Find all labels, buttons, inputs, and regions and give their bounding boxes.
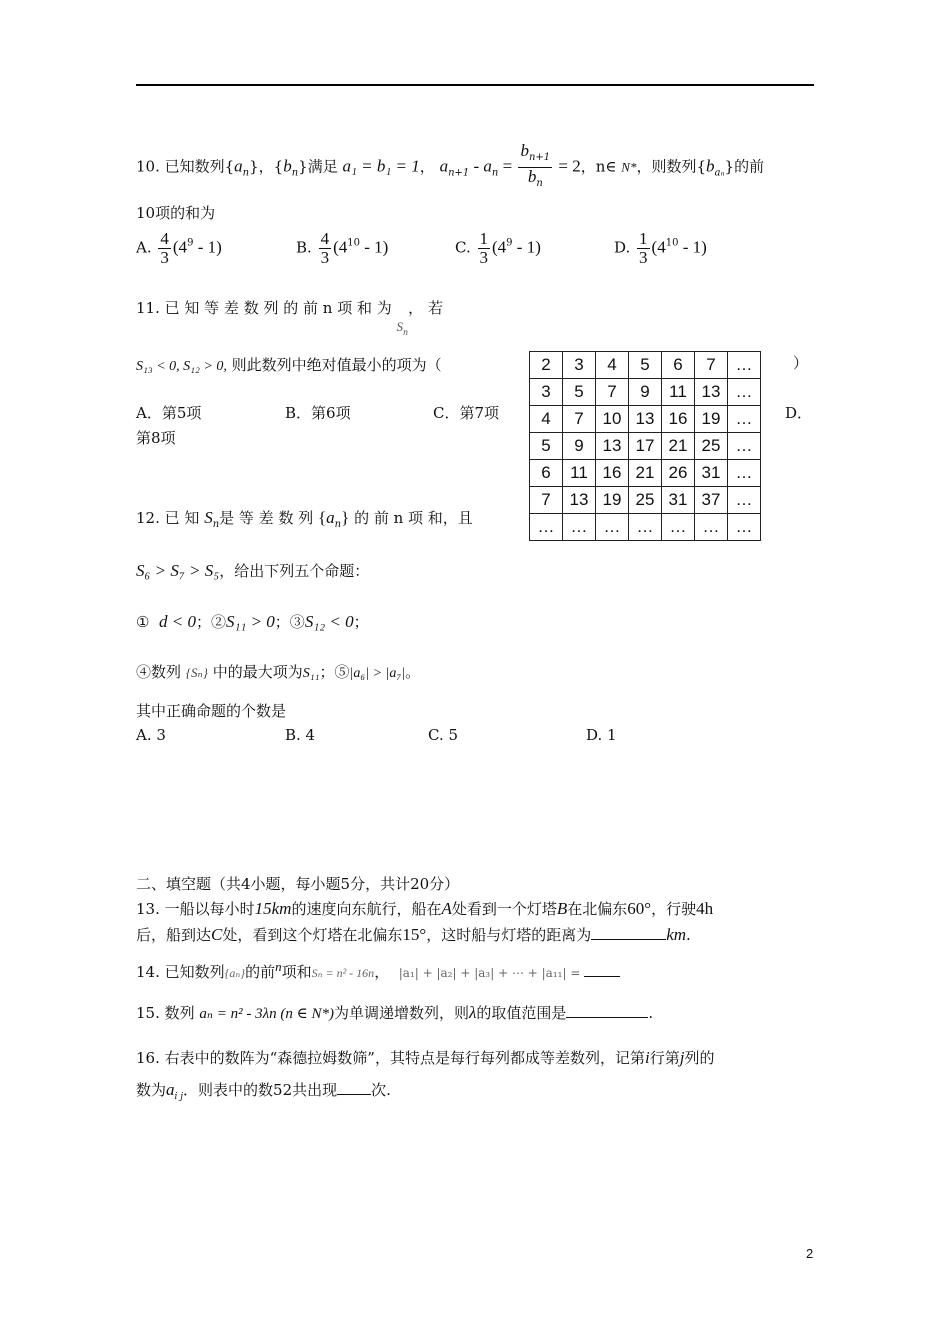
grid-cell: 25 xyxy=(629,487,662,514)
q12-option-c: C. 5 xyxy=(428,726,459,744)
grid-cell: 25 xyxy=(695,433,728,460)
q10-line1: 10. 已知数列$\{a_n\}$，$\{b_n\}$满足 a₁ = b₁ = 1， $a_{n+1} - a_n$ = $\frac{b_{n+1}}{b_n}$ = 2，n∈ N*，则数列$\{b_{a_n}\}$的前 xyxy=(136,142,764,193)
grid-cell: 26 xyxy=(662,460,695,487)
grid-cell: … xyxy=(563,514,596,541)
grid-cell: … xyxy=(728,406,761,433)
q11-option-c: C．第7项 xyxy=(433,404,500,422)
grid-cell: … xyxy=(629,514,662,541)
grid-cell: 3 xyxy=(563,352,596,379)
q11-line2: S₁₃ < 0, S₁₂ > 0, 则此数列中绝对值最小的项为（ xyxy=(136,356,442,374)
grid-cell: 31 xyxy=(662,487,695,514)
grid-cell: 13 xyxy=(563,487,596,514)
q13-line2: 后，船到达C处，看到这个灯塔在北偏东15°，这时船与灯塔的距离为 km. xyxy=(136,925,691,944)
page-number: 2 xyxy=(806,1246,814,1261)
number-grid-body xyxy=(530,352,761,541)
q14-line: 14. 已知数列{aₙ}的前n项和Sₙ = n² - 16n， |a₁| + |a₂| + |a₃| + ⋯ + |a₁₁| = xyxy=(136,962,620,983)
grid-cell: 13 xyxy=(629,406,662,433)
q10-line2: 10项的和为 xyxy=(136,204,216,222)
q15-line: 15. 数列 aₙ = n² - 3λn (n ∈ N*)为单调递增数列，则λ的取值范围是 . xyxy=(136,1003,654,1022)
grid-cell: 21 xyxy=(629,460,662,487)
q15-answer-blank[interactable] xyxy=(566,1003,648,1018)
q10-option-b: B. $\frac{4}{3}$ $(4^{10} - 1)$ xyxy=(296,229,389,267)
grid-cell: 7 xyxy=(563,406,596,433)
q11-option-b: B．第6项 xyxy=(285,404,351,422)
grid-cell: … xyxy=(728,352,761,379)
grid-cell: 11 xyxy=(563,460,596,487)
q12-option-a: A. 3 xyxy=(136,726,166,744)
grid-cell: 7 xyxy=(596,379,629,406)
grid-row xyxy=(530,514,761,541)
grid-cell: 5 xyxy=(563,379,596,406)
q16-line1: 16. 右表中的数阵为“森德拉姆数筛”，其特点是每行每列都成等差数列，记第i行第j列的 xyxy=(136,1048,715,1067)
grid-cell: 9 xyxy=(563,433,596,460)
grid-cell: 19 xyxy=(596,487,629,514)
grid-cell: … xyxy=(662,514,695,541)
grid-cell: 37 xyxy=(695,487,728,514)
grid-row xyxy=(530,460,761,487)
q13-answer-blank[interactable] xyxy=(591,925,666,940)
grid-cell: 3 xyxy=(530,379,563,406)
grid-cell: 16 xyxy=(662,406,695,433)
grid-row xyxy=(530,487,761,514)
header-rule xyxy=(136,84,814,86)
grid-cell: 7 xyxy=(695,352,728,379)
number-grid xyxy=(529,351,761,541)
grid-cell: 7 xyxy=(530,487,563,514)
grid-row xyxy=(530,433,761,460)
grid-cell: 6 xyxy=(662,352,695,379)
grid-cell: 4 xyxy=(530,406,563,433)
grid-cell: 11 xyxy=(662,379,695,406)
q12-props-1-3: ① d < 0；②S₁₁ > 0；③S₁₂ < 0； xyxy=(136,612,369,631)
q12-line2: S₆ > S₇ > S₅，给出下列五个命题： xyxy=(136,561,370,580)
grid-cell: … xyxy=(728,433,761,460)
grid-cell: 21 xyxy=(662,433,695,460)
q14-answer-blank[interactable] xyxy=(584,962,620,977)
grid-cell: 5 xyxy=(530,433,563,460)
grid-cell: 9 xyxy=(629,379,662,406)
grid-cell: … xyxy=(596,514,629,541)
grid-cell: 17 xyxy=(629,433,662,460)
q16-answer-blank[interactable] xyxy=(337,1080,371,1095)
q12-option-d: D. 1 xyxy=(586,726,617,744)
grid-cell: 6 xyxy=(530,460,563,487)
grid-cell: … xyxy=(728,487,761,514)
q11-option-d-cont: 第8项 xyxy=(136,429,176,447)
grid-cell: 19 xyxy=(695,406,728,433)
q12-question: 其中正确命题的个数是 xyxy=(136,702,287,720)
grid-cell: 31 xyxy=(695,460,728,487)
q11-paren-close: ） xyxy=(793,354,809,372)
grid-cell: 4 xyxy=(596,352,629,379)
grid-cell: … xyxy=(530,514,563,541)
q10-option-c: C. $\frac{1}{3}$ $(4^9 - 1)$ xyxy=(455,229,541,267)
grid-cell: 16 xyxy=(596,460,629,487)
section2-heading: 二、填空题（共4小题，每小题5分，共计20分） xyxy=(136,875,460,893)
grid-cell: … xyxy=(728,460,761,487)
grid-cell: 5 xyxy=(629,352,662,379)
grid-cell: 13 xyxy=(596,433,629,460)
grid-cell: 2 xyxy=(530,352,563,379)
q12-props-4-5: ④数列 {Sₙ} 中的最大项为S₁₁；⑤|a₆| > |a₇|。 xyxy=(136,663,421,681)
grid-cell: 13 xyxy=(695,379,728,406)
q10-option-a: A. $\frac{4}{3}$ $(4^9 - 1)$ xyxy=(136,229,222,267)
grid-cell: … xyxy=(695,514,728,541)
q10-option-d: D. $\frac{1}{3}$ $(4^{10} - 1)$ xyxy=(614,229,707,267)
q16-line2: 数为$a_{i j}$．则表中的数52共出现 次. xyxy=(136,1080,391,1102)
grid-cell: … xyxy=(728,379,761,406)
q12-line1: 12. 已 知 $S_n$是 等 差 数 列 $\{a_n\}$ 的 前 n 项 和，且 xyxy=(136,508,473,530)
q13-line1: 13. 一船以每小时15km的速度向东航行，船在A处看到一个灯塔B在北偏东60°，行驶4h xyxy=(136,899,714,918)
grid-cell: … xyxy=(728,514,761,541)
q11-option-a: A．第5项 xyxy=(136,404,202,422)
q11-option-d: D． xyxy=(785,404,813,422)
grid-row xyxy=(530,352,761,379)
q10-eq1: a₁ = b₁ = 1 xyxy=(342,156,420,176)
grid-row xyxy=(530,379,761,406)
grid-row xyxy=(530,406,761,433)
q11-line1: 11. 已 知 等 差 数 列 的 前 n 项 和 为 $S_n$， 若 xyxy=(136,299,443,337)
grid-cell: 10 xyxy=(596,406,629,433)
q10-fraction: $\frac{b_{n+1}}{b_n}$ xyxy=(520,141,551,189)
q12-option-b: B. 4 xyxy=(285,726,316,744)
